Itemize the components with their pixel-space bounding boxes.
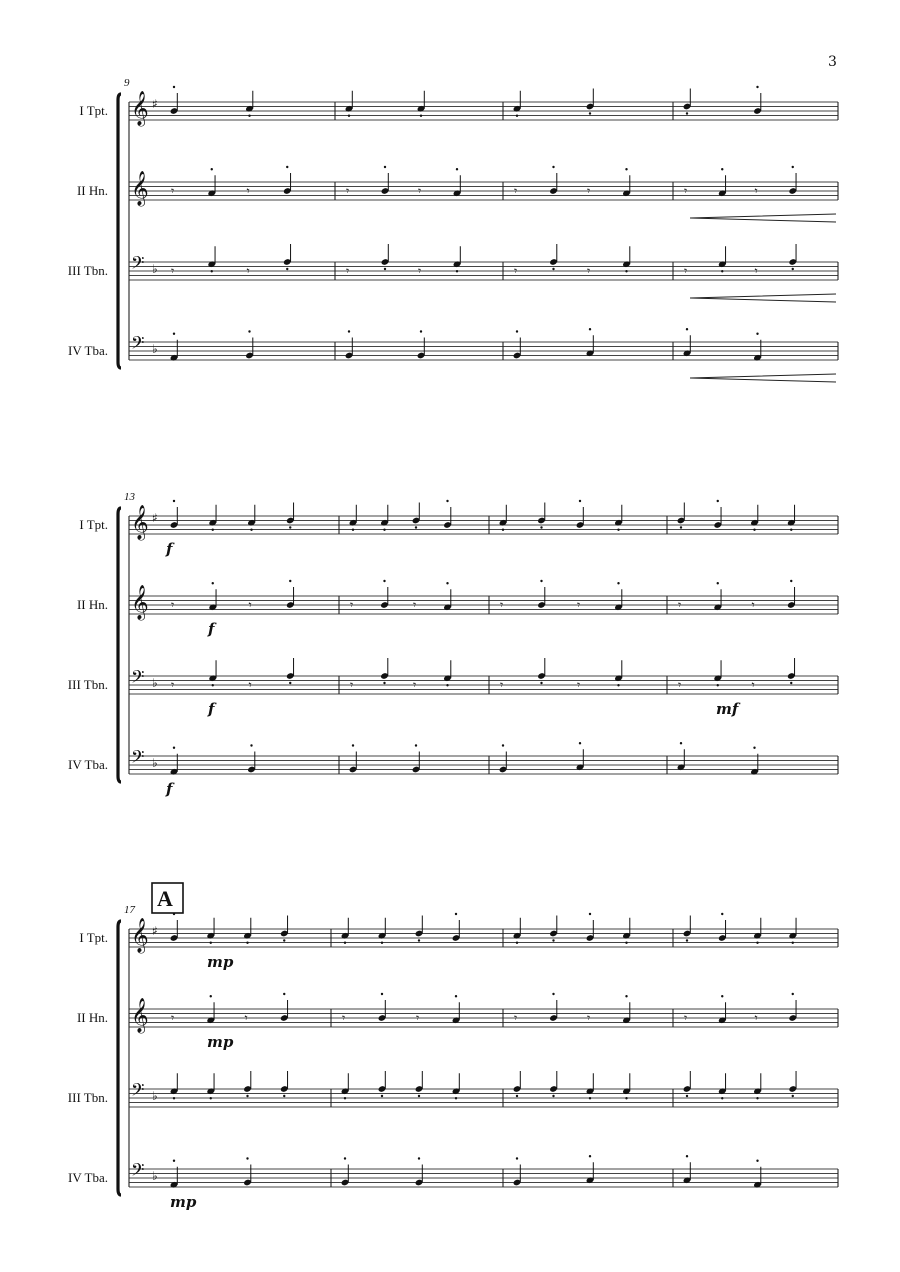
staccato-dot <box>383 682 385 684</box>
staccato-dot <box>756 333 758 335</box>
rehearsal-mark: A <box>157 886 173 911</box>
crescendo-hairpin <box>690 214 836 222</box>
staccato-dot <box>552 268 554 270</box>
eighth-rest-icon: 𝄾 <box>171 678 175 692</box>
staccato-dot <box>212 684 214 686</box>
staccato-dot <box>792 942 794 944</box>
staccato-dot <box>415 744 417 746</box>
staccato-dot <box>446 582 448 584</box>
staccato-dot <box>248 115 250 117</box>
treble-clef-icon: 𝄞 <box>131 998 149 1033</box>
staccato-dot <box>617 582 619 584</box>
staccato-dot <box>212 582 214 584</box>
eighth-rest-icon: 𝄾 <box>171 1011 175 1025</box>
staccato-dot <box>792 1095 794 1097</box>
staff-1 <box>79 505 838 541</box>
measure-number: 17 <box>124 904 135 916</box>
staccato-dot <box>286 166 288 168</box>
staccato-dot <box>625 168 627 170</box>
staccato-dot <box>792 993 794 995</box>
eighth-rest-icon: 𝄾 <box>684 1011 688 1025</box>
eighth-rest-icon: 𝄾 <box>418 264 422 278</box>
staccato-dot <box>456 168 458 170</box>
staccato-dot <box>753 747 755 749</box>
staccato-dot <box>455 913 457 915</box>
staccato-dot <box>502 529 504 531</box>
eighth-rest-icon: 𝄾 <box>684 264 688 278</box>
staccato-dot <box>792 166 794 168</box>
staccato-dot <box>173 1097 175 1099</box>
staccato-dot <box>289 580 291 582</box>
eighth-rest-icon: 𝄾 <box>171 264 175 278</box>
staccato-dot <box>173 333 175 335</box>
measure-number: 9 <box>124 77 130 89</box>
staccato-dot <box>210 942 212 944</box>
staccato-dot <box>173 913 175 915</box>
staccato-dot <box>283 1095 285 1097</box>
system-1 <box>68 77 838 382</box>
staccato-dot <box>625 1097 627 1099</box>
treble-clef-icon: 𝄞 <box>131 91 149 126</box>
staccato-dot <box>289 526 291 528</box>
sharp-icon: ♯ <box>152 924 158 938</box>
staccato-dot <box>589 913 591 915</box>
treble-clef-icon: 𝄞 <box>131 171 149 206</box>
eighth-rest-icon: 𝄾 <box>577 678 581 692</box>
eighth-rest-icon: 𝄾 <box>514 264 518 278</box>
bass-clef-icon: 𝄢 <box>131 253 145 277</box>
system-2 <box>68 491 838 798</box>
staccato-dot <box>579 742 581 744</box>
staccato-dot <box>289 682 291 684</box>
measure-number: 13 <box>124 491 135 503</box>
bass-clef-icon: 𝄢 <box>131 333 145 357</box>
eighth-rest-icon: 𝄾 <box>754 184 758 198</box>
staccato-dot <box>384 166 386 168</box>
staccato-dot <box>381 993 383 995</box>
staccato-dot <box>589 1155 591 1157</box>
staccato-dot <box>383 580 385 582</box>
staccato-dot <box>756 942 758 944</box>
staccato-dot <box>753 529 755 531</box>
staccato-dot <box>717 684 719 686</box>
part-label: IV Tba. <box>68 1170 108 1185</box>
staccato-dot <box>790 580 792 582</box>
sharp-icon: ♯ <box>152 511 158 525</box>
staccato-dot <box>456 270 458 272</box>
staccato-dot <box>617 684 619 686</box>
treble-clef-icon: 𝄞 <box>131 505 149 540</box>
staccato-dot <box>173 747 175 749</box>
staccato-dot <box>384 268 386 270</box>
eighth-rest-icon: 𝄾 <box>587 264 591 278</box>
staccato-dot <box>686 112 688 114</box>
eighth-rest-icon: 𝄾 <box>514 184 518 198</box>
part-label: I Tpt. <box>79 517 108 532</box>
staccato-dot <box>625 995 627 997</box>
staccato-dot <box>415 526 417 528</box>
flat-icon: ♭ <box>152 262 158 276</box>
dynamic-marking: mp <box>207 953 234 971</box>
staccato-dot <box>516 330 518 332</box>
part-label: II Hn. <box>76 1010 108 1025</box>
eighth-rest-icon: 𝄾 <box>350 678 354 692</box>
eighth-rest-icon: 𝄾 <box>346 184 350 198</box>
staccato-dot <box>383 529 385 531</box>
staccato-dot <box>516 1095 518 1097</box>
staccato-dot <box>420 330 422 332</box>
bass-clef-icon: 𝄢 <box>131 747 145 771</box>
staccato-dot <box>717 582 719 584</box>
staccato-dot <box>250 744 252 746</box>
staff-3 <box>68 667 838 694</box>
staccato-dot <box>680 742 682 744</box>
eighth-rest-icon: 𝄾 <box>684 184 688 198</box>
bass-clef-icon: 𝄢 <box>131 1080 145 1104</box>
staccato-dot <box>381 1095 383 1097</box>
staccato-dot <box>455 995 457 997</box>
treble-clef-icon: 𝄞 <box>131 585 149 620</box>
staff-2 <box>77 585 838 621</box>
staccato-dot <box>540 580 542 582</box>
staccato-dot <box>286 268 288 270</box>
eighth-rest-icon: 𝄾 <box>751 678 755 692</box>
part-label: III Tbn. <box>67 677 108 692</box>
staccato-dot <box>756 1097 758 1099</box>
staccato-dot <box>552 993 554 995</box>
staccato-dot <box>552 166 554 168</box>
bass-clef-icon: 𝄢 <box>131 667 145 691</box>
eighth-rest-icon: 𝄾 <box>678 678 682 692</box>
staccato-dot <box>211 270 213 272</box>
staff-4 <box>68 747 838 774</box>
staccato-dot <box>589 1097 591 1099</box>
eighth-rest-icon: 𝄾 <box>246 184 250 198</box>
staccato-dot <box>352 529 354 531</box>
eighth-rest-icon: 𝄾 <box>500 598 504 612</box>
staccato-dot <box>625 942 627 944</box>
staccato-dot <box>210 1097 212 1099</box>
staff-2 <box>77 171 838 207</box>
eighth-rest-icon: 𝄾 <box>248 598 252 612</box>
staccato-dot <box>248 330 250 332</box>
staff-1 <box>79 91 838 127</box>
part-label: II Hn. <box>76 183 108 198</box>
staccato-dot <box>686 939 688 941</box>
eighth-rest-icon: 𝄾 <box>171 598 175 612</box>
eighth-rest-icon: 𝄾 <box>577 598 581 612</box>
eighth-rest-icon: 𝄾 <box>514 1011 518 1025</box>
staccato-dot <box>420 115 422 117</box>
staccato-dot <box>250 529 252 531</box>
bass-clef-icon: 𝄢 <box>131 1160 145 1184</box>
dynamic-marking: mp <box>170 1193 197 1211</box>
dynamic-marking: f <box>166 780 173 798</box>
staccato-dot <box>344 942 346 944</box>
dynamic-marking: f <box>208 620 215 638</box>
staccato-dot <box>686 328 688 330</box>
staccato-dot <box>686 1095 688 1097</box>
staccato-dot <box>617 529 619 531</box>
staccato-dot <box>516 115 518 117</box>
staccato-dot <box>552 939 554 941</box>
staccato-dot <box>790 529 792 531</box>
staccato-dot <box>246 942 248 944</box>
part-label: III Tbn. <box>67 1090 108 1105</box>
staccato-dot <box>686 1155 688 1157</box>
flat-icon: ♭ <box>152 1089 158 1103</box>
staccato-dot <box>579 500 581 502</box>
staccato-dot <box>418 939 420 941</box>
eighth-rest-icon: 𝄾 <box>171 184 175 198</box>
staccato-dot <box>792 268 794 270</box>
staccato-dot <box>212 529 214 531</box>
staccato-dot <box>211 168 213 170</box>
staccato-dot <box>455 1097 457 1099</box>
eighth-rest-icon: 𝄾 <box>246 264 250 278</box>
dynamic-marking: f <box>166 540 173 558</box>
staccato-dot <box>246 1157 248 1159</box>
staccato-dot <box>246 1095 248 1097</box>
eighth-rest-icon: 𝄾 <box>342 1011 346 1025</box>
staccato-dot <box>173 500 175 502</box>
crescendo-hairpin <box>690 294 836 302</box>
eighth-rest-icon: 𝄾 <box>244 1011 248 1025</box>
staccato-dot <box>446 500 448 502</box>
staccato-dot <box>721 1097 723 1099</box>
staccato-dot <box>502 744 504 746</box>
staccato-dot <box>283 993 285 995</box>
staccato-dot <box>348 330 350 332</box>
system-3 <box>68 883 838 1211</box>
system-bracket <box>118 921 121 1195</box>
eighth-rest-icon: 𝄾 <box>500 678 504 692</box>
flat-icon: ♭ <box>152 342 158 356</box>
staff-4 <box>68 333 838 360</box>
eighth-rest-icon: 𝄾 <box>678 598 682 612</box>
staccato-dot <box>348 115 350 117</box>
eighth-rest-icon: 𝄾 <box>416 1011 420 1025</box>
eighth-rest-icon: 𝄾 <box>587 184 591 198</box>
staccato-dot <box>756 86 758 88</box>
staccato-dot <box>625 270 627 272</box>
part-label: I Tpt. <box>79 103 108 118</box>
staccato-dot <box>381 942 383 944</box>
eighth-rest-icon: 𝄾 <box>418 184 422 198</box>
eighth-rest-icon: 𝄾 <box>751 598 755 612</box>
staccato-dot <box>717 500 719 502</box>
staccato-dot <box>173 1160 175 1162</box>
staccato-dot <box>173 86 175 88</box>
sharp-icon: ♯ <box>152 97 158 111</box>
staccato-dot <box>446 684 448 686</box>
staccato-dot <box>721 995 723 997</box>
staccato-dot <box>344 1097 346 1099</box>
flat-icon: ♭ <box>152 676 158 690</box>
staccato-dot <box>721 913 723 915</box>
staccato-dot <box>540 682 542 684</box>
staccato-dot <box>721 270 723 272</box>
staccato-dot <box>418 1095 420 1097</box>
staccato-dot <box>516 1157 518 1159</box>
dynamic-marking: f <box>208 700 215 718</box>
eighth-rest-icon: 𝄾 <box>587 1011 591 1025</box>
flat-icon: ♭ <box>152 1169 158 1183</box>
crescendo-hairpin <box>690 374 836 382</box>
staff-2 <box>77 998 838 1034</box>
dynamic-marking: mp <box>207 1033 234 1051</box>
staccato-dot <box>540 526 542 528</box>
staccato-dot <box>283 939 285 941</box>
staccato-dot <box>680 526 682 528</box>
staccato-dot <box>352 744 354 746</box>
eighth-rest-icon: 𝄾 <box>754 264 758 278</box>
part-label: I Tpt. <box>79 930 108 945</box>
eighth-rest-icon: 𝄾 <box>413 598 417 612</box>
staccato-dot <box>721 168 723 170</box>
part-label: IV Tba. <box>68 757 108 772</box>
system-bracket <box>118 94 121 368</box>
eighth-rest-icon: 𝄾 <box>350 598 354 612</box>
eighth-rest-icon: 𝄾 <box>413 678 417 692</box>
staccato-dot <box>344 1157 346 1159</box>
system-bracket <box>118 508 121 782</box>
staccato-dot <box>756 1160 758 1162</box>
part-label: II Hn. <box>76 597 108 612</box>
staccato-dot <box>589 328 591 330</box>
eighth-rest-icon: 𝄾 <box>754 1011 758 1025</box>
staccato-dot <box>210 995 212 997</box>
treble-clef-icon: 𝄞 <box>131 918 149 953</box>
eighth-rest-icon: 𝄾 <box>248 678 252 692</box>
staccato-dot <box>589 112 591 114</box>
eighth-rest-icon: 𝄾 <box>346 264 350 278</box>
part-label: IV Tba. <box>68 343 108 358</box>
staccato-dot <box>552 1095 554 1097</box>
dynamic-marking: mf <box>716 700 739 718</box>
flat-icon: ♭ <box>152 756 158 770</box>
staff-4 <box>68 1160 838 1187</box>
staccato-dot <box>790 682 792 684</box>
page-number: 3 <box>828 54 837 70</box>
staccato-dot <box>418 1157 420 1159</box>
part-label: III Tbn. <box>67 263 108 278</box>
staccato-dot <box>516 942 518 944</box>
